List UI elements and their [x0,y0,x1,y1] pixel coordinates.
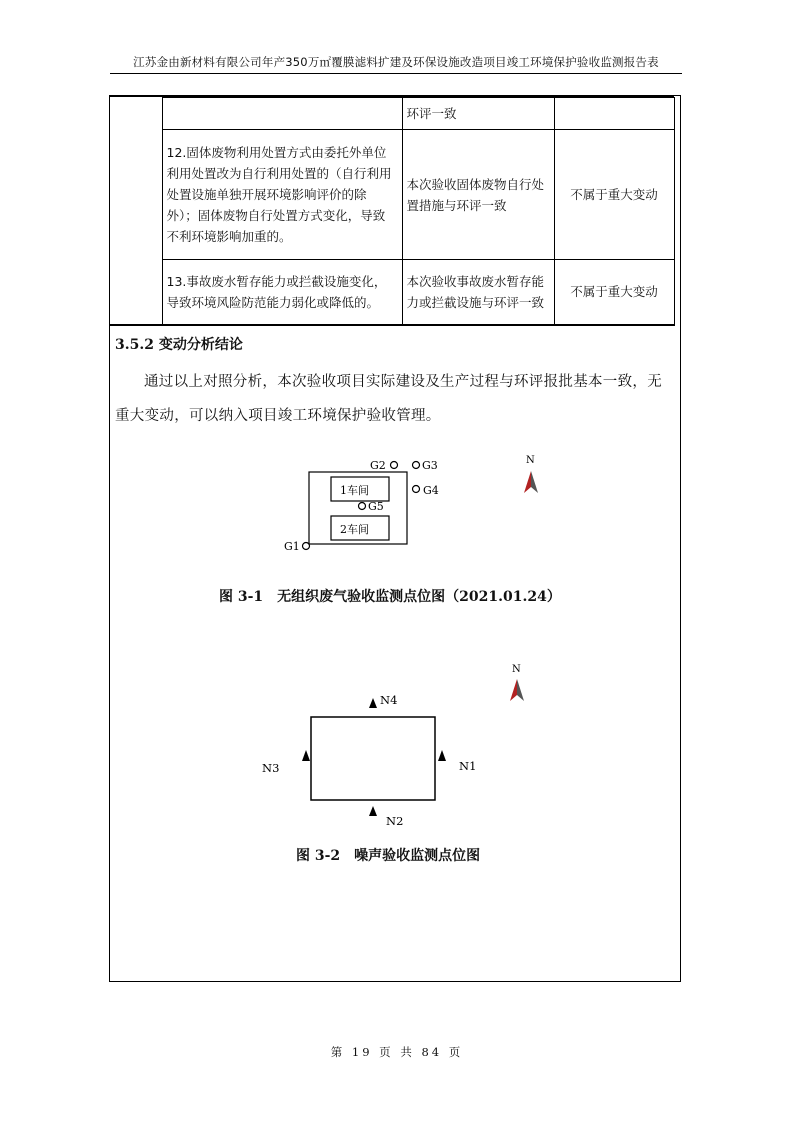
noise-point-n4-marker [369,698,377,708]
point-label-g1: G1 [284,540,300,553]
north-arrow-icon [510,679,524,701]
workshop-1-label: 1车间 [340,484,369,497]
report-header-title: 江苏金由新材料有限公司年产350万㎡覆膜滤料扩建及环保设施改造项目竣工环境保护验收监测报告表 [133,55,659,69]
point-label-g4: G4 [423,484,439,497]
monitoring-point-g5 [359,503,366,510]
table-cell-conclusion: 不属于重大变动 [554,260,674,325]
point-label-n2: N2 [386,814,404,828]
table-cell-conclusion: 不属于重大变动 [554,130,674,260]
point-label-n4: N4 [380,693,398,707]
figure-3-1-caption: 图 3-1 无组织废气验收监测点位图（2021.01.24） [219,589,561,605]
workshop-2-label: 2车间 [340,523,369,536]
section-heading: 3.5.2 变动分析结论 [115,337,243,353]
noise-point-n1-marker [438,750,446,761]
north-label: N [512,664,521,675]
point-label-g3: G3 [422,459,438,472]
figure-3-2-caption: 图 3-2 噪声验收监测点位图 [296,848,481,864]
noise-point-n3-marker [302,750,310,761]
table-cell-actual: 本次验收事故废水暂存能力或拦截设施与环评一致 [402,260,554,325]
page-number: 第 19 页 共 84 页 [330,1045,464,1059]
point-label-g5: G5 [368,500,384,513]
point-label-n3: N3 [262,761,280,775]
conclusion-paragraph: 通过以上对照分析，本次验收项目实际建设及生产过程与环评报批基本一致，无重大变动，可以纳入项目竣工环境保护验收管理。 [115,374,662,424]
table-cell-actual: 本次验收固体废物自行处置措施与环评一致 [402,130,554,260]
monitoring-point-g4 [413,486,420,493]
north-arrow-icon [524,471,538,493]
table-cell-item: 12.固体废物利用处置方式由委托外单位利用处置改为自行利用处置的（自行利用处置设施单独开展环境影响评价的除外）；固体废物自行处置方式变化，导致不利环境影响加重的。 [162,130,402,260]
table-cell-item: 13.事故废水暂存能力或拦截设施变化，导致环境风险防范能力弱化或降低的。 [162,260,402,325]
monitoring-point-g3 [413,462,420,469]
point-label-n1: N1 [459,759,477,773]
monitoring-point-g2 [391,462,398,469]
noise-site-outline [311,717,435,800]
monitoring-point-g1 [303,543,310,550]
north-label: N [526,455,535,466]
point-label-g2: G2 [370,459,386,472]
table-cell-actual: 环评一致 [402,98,554,130]
noise-point-n2-marker [369,806,377,816]
